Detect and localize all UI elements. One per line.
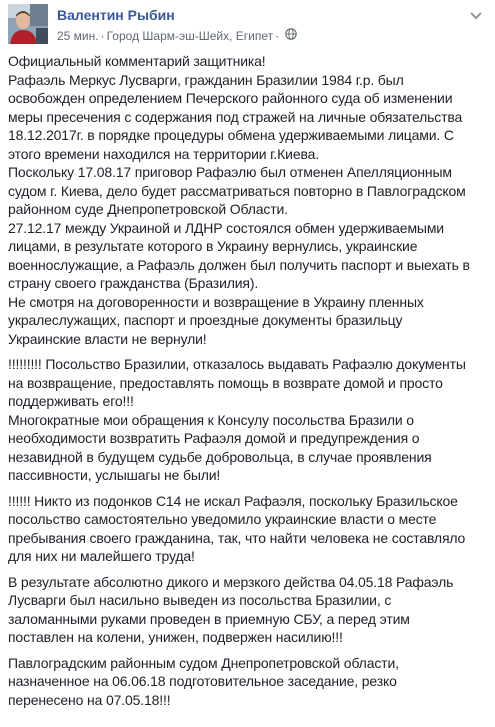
avatar[interactable] — [8, 4, 48, 44]
globe-icon[interactable] — [285, 28, 297, 43]
post-paragraph — [8, 654, 490, 710]
post-time[interactable]: 25 мин. — [57, 28, 99, 43]
post-text-line: перенесено на 07.05.18!!! — [8, 691, 171, 708]
post-text-line: лицами, в результате которого в Украину вернулись, украинские — [8, 238, 418, 254]
meta-separator-2: · — [275, 28, 280, 43]
post-text-line: пассивности, услышагы не были! — [8, 467, 221, 483]
post-text-line: Лусварги был насильно выведен из посольства Бразилии, с — [8, 592, 392, 608]
post-header — [8, 4, 487, 42]
post-text-line: Не смотря на договоренности и возвращение в Украину пленных — [8, 293, 424, 310]
post-text-line: незавидной в будущем судьбе добровольца, в случае проявления — [8, 448, 432, 465]
post-text-line: Рафаэль Меркус Лусварги, гражданин Бразилии 1984 г.р. был — [8, 71, 404, 88]
avatar-photo — [8, 4, 48, 44]
post-text-line: Официальный комментарий защитника! — [8, 53, 266, 69]
post-text-line: судом г. Киева, дело будет рассматриваться повторно в Павлоградском — [8, 182, 466, 199]
post-paragraph — [8, 573, 490, 647]
post-text-line: укралеслужащих, паспорт и проездные документы бразильцу — [8, 312, 403, 328]
post-paragraph — [8, 492, 490, 566]
post-text-line: военнослужащие, а Рафаэль должен был получить паспорт и выехать в — [8, 256, 470, 273]
post-text-line: на возвращение, предоставлять помощь в возврате домой и просто — [8, 374, 443, 391]
post-text-line: Павлоградским районным судом Днепропетровской области, — [8, 654, 399, 671]
post-meta — [57, 28, 297, 43]
post-text-line: Поскольку 17.08.17 приговор Рафаэлю был отменен Апелляционным — [8, 164, 452, 180]
post-text-line: освобожден определением Печерского районного суда об изменении — [8, 90, 453, 106]
post-text-line: Многократные мои обращения к Консулу посольства Бразили о — [8, 411, 414, 428]
post-text-line: заломанными руками проведен в приемную СБУ, а перед этим — [8, 610, 410, 627]
post-paragraph — [8, 355, 490, 485]
post-text-line: назначенное на 06.06.18 подготовительное заседание, резко — [8, 673, 397, 689]
post-text-line: поставлен на колени, унижен, подвержен насилию!!! — [8, 629, 343, 645]
post-text-line: 27.12.17 между Украиной и ЛДНР состоялся обмен удерживаемыми — [8, 219, 444, 236]
meta-separator: · — [100, 28, 105, 43]
post-text-line: для них ни малейшего труда! — [8, 548, 195, 564]
post-text-line: меры пресечения с содержания под стражей на личные обязательства — [8, 108, 463, 125]
chevron-down-icon[interactable] — [469, 8, 483, 18]
post-text-line: Украинские власти не вернули! — [8, 330, 207, 347]
post-text-line: В результате абсолютно дикого и мерзкого действа 04.05.18 Рафаэль — [8, 573, 454, 590]
post-text-line: !!!!!! Никто из подонков С14 не искал Рафаэля, поскольку Бразильское — [8, 492, 458, 509]
post-text-line: районном суде Днепропетровской Области. — [8, 201, 288, 217]
post-text-line: необходимости возвратить Рафаэля домой и предупреждения о — [8, 430, 420, 446]
post-text-line: !!!!!!!!! Посольство Бразилии, отказалось выдавать Рафаэлю документы — [8, 356, 466, 372]
post-text-line: страну своего гражданства (Бразилия). — [8, 275, 259, 291]
author-name[interactable]: Валентин Рыбин — [57, 7, 175, 23]
post-text-line: 18.12.2017г. в порядке процедуры обмена удерживаемыми лицами. С — [8, 127, 454, 143]
post-text-line: этого времени находился на территории г.Киева. — [8, 145, 319, 162]
post-text-line: посольство самостоятельно уведомило украинские власти о месте — [8, 511, 437, 527]
post-text-line: поддерживать его!!! — [8, 393, 134, 409]
post-paragraph — [8, 52, 490, 348]
post-body — [8, 52, 490, 716]
post-location[interactable]: Город Шарм-эш-Шейх, Египет — [106, 28, 274, 43]
post-text-line: пребывания своего гражданина, так, что найти человека не составляло — [8, 529, 466, 546]
